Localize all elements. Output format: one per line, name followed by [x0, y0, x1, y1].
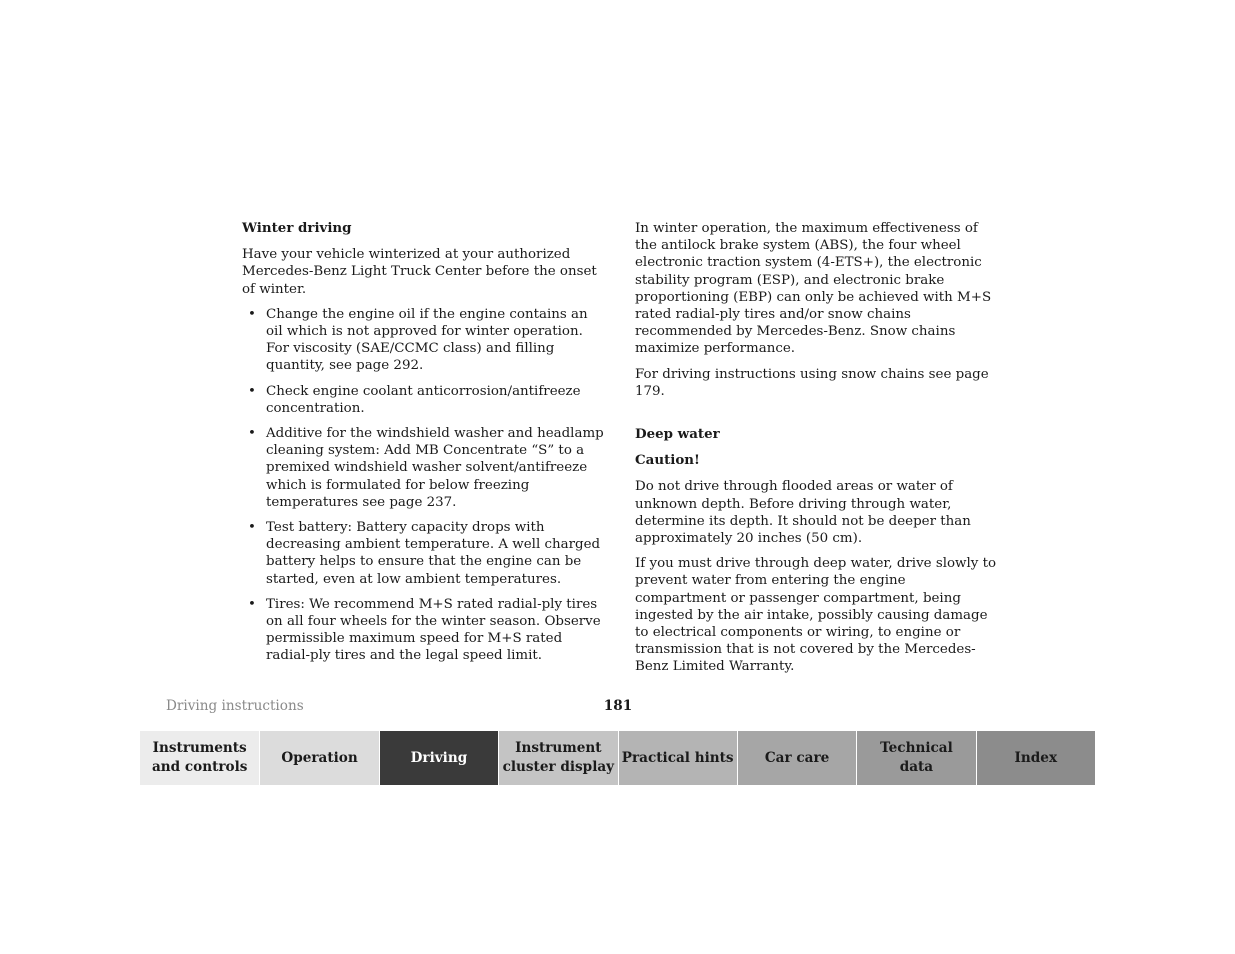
list-item [242, 306, 604, 375]
list-item [242, 425, 604, 511]
chapter-nav-bar [140, 731, 1095, 785]
tab-label: Practical hints [621, 749, 734, 766]
list-item [242, 519, 604, 588]
caution-paragraph-depth: Do not drive through flooded areas or water of unknown depth. Before driving through water, determine its depth. It should not be deeper than approximately 20 inches (50 cm). [635, 479, 971, 547]
bullet-icon: • [248, 596, 256, 612]
tab-label: Car care [764, 749, 830, 766]
caution-heading: Caution! [635, 452, 700, 469]
winter-operation-paragraph: In winter operation, the maximum effectiveness of the antilock brake system (ABS), the four wheel electronic traction system (4-ETS+), the electronic stability program (ESP), and electronic brake proportioning (EBP) can only be achieved with M+S rated radial-ply tires and/or snow chains recommended by Mercedes-Benz. Snow chains maximize performance. [635, 221, 992, 357]
footer-section-title: Driving instructions [166, 698, 304, 714]
tab-driving[interactable] [379, 731, 498, 785]
right-column [635, 220, 997, 684]
tab-label: Operation [281, 749, 358, 766]
tab-operation[interactable] [259, 731, 378, 785]
bullet-icon: • [248, 306, 256, 322]
section-heading-deep-water: Deep water [635, 426, 720, 443]
snow-chains-reference-paragraph: For driving instructions using snow chains see page 179. [635, 366, 989, 399]
list-item-text: Change the engine oil if the engine contains an oil which is not approved for winter operation. For viscosity (SAE/CCMC class) and filling quantity, see page 292. [266, 306, 588, 374]
tab-index[interactable] [976, 731, 1095, 785]
tab-technical-data[interactable] [856, 731, 975, 785]
tab-instruments-and-controls[interactable] [140, 731, 259, 785]
winter-checklist [242, 306, 604, 665]
tab-label: Index [1014, 749, 1058, 766]
list-item-text: Test battery: Battery capacity drops with decreasing ambient temperature. A well charged battery helps to ensure that the engine can be started, even at low ambient temperatures. [266, 520, 601, 587]
tab-label: Instrument cluster display [502, 740, 615, 775]
tab-label: Technical data [880, 740, 953, 775]
list-item [242, 596, 604, 665]
winter-intro-paragraph: Have your vehicle winterized at your authorized Mercedes-Benz Light Truck Center before the onset of winter. [242, 247, 597, 297]
list-item [242, 383, 604, 417]
caution-paragraph-deep-water: If you must drive through deep water, drive slowly to prevent water from entering the engine compartment or passenger compartment, being ingested by the air intake, possibly causing damage to electrical components or wiring, to engine or transmission that is not covered by the Mercedes-Benz Limited Warranty. [635, 556, 997, 675]
page-number: 181 [603, 698, 633, 714]
bullet-icon: • [248, 383, 256, 399]
tab-label: Instruments and controls [151, 740, 248, 775]
tab-instrument-cluster-display[interactable] [498, 731, 617, 785]
section-heading-winter-driving: Winter driving [242, 220, 352, 236]
list-item-text: Check engine coolant anticorrosion/antifreeze concentration. [266, 383, 581, 416]
list-item-text: Tires: We recommend M+S rated radial-ply tires on all four wheels for the winter season. Observe permissible maximum speed for M+S rated radial-ply tires and the legal speed limit. [266, 596, 601, 664]
left-column [242, 220, 604, 673]
tab-label: Driving [410, 749, 468, 766]
tab-car-care[interactable] [737, 731, 856, 785]
list-item-text: Additive for the windshield washer and headlamp cleaning system: Add MB Concentrate “S” to a premixed windshield washer solvent/antifreeze which is formulated for below freezing temperatures see page 237. [266, 426, 604, 510]
bullet-icon: • [248, 426, 256, 442]
spacer [635, 408, 997, 426]
bullet-icon: • [248, 520, 256, 536]
tab-practical-hints[interactable] [618, 731, 737, 785]
